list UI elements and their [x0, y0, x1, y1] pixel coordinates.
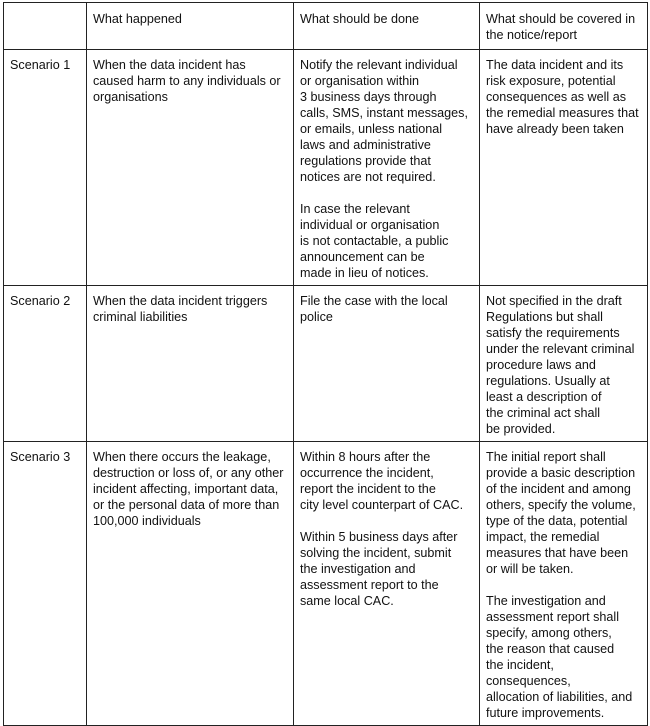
header-what-happened: What happened	[87, 3, 294, 50]
paragraph: The investigation and assessment report shall specify, among others, the reason that caused the incident, consequences, allocation of liabilities, and future improvements.	[486, 594, 633, 720]
header-what-should-be-covered: What should be covered in the notice/report	[480, 3, 648, 50]
what-should-be-done-cell	[294, 50, 480, 286]
what-happened-cell: When the data incident triggers criminal liabilities	[87, 286, 294, 442]
what-should-be-done-cell: File the case with the local police	[294, 286, 480, 442]
what-should-be-covered-cell	[480, 442, 648, 726]
paragraph: In case the relevant individual or organisation is not contactable, a public announcement can be made in lieu of notices.	[300, 202, 449, 280]
header-cell-empty	[4, 3, 87, 50]
header-what-should-be-done: What should be done	[294, 3, 480, 50]
what-should-be-done-cell	[294, 442, 480, 726]
scenario-label: Scenario 2	[4, 286, 87, 442]
paragraph: Within 5 business days after solving the incident, submit the investigation and assessment report to the same local CAC.	[300, 530, 458, 608]
paragraph: Notify the relevant individual or organisation within 3 business days through calls, SMS, instant messages, or emails, unless national laws and administrative regulations provide that notices are not required.	[300, 58, 468, 184]
paragraph: The initial report shall provide a basic description of the incident and among others, specify the volume, type of the data, potential impact, the remedial measures that have been or will be taken.	[486, 450, 636, 576]
scenario-table	[3, 2, 648, 726]
scenario-label: Scenario 3	[4, 442, 87, 726]
paragraph: Within 8 hours after the occurrence the incident, report the incident to the city level counterpart of CAC.	[300, 450, 464, 512]
what-happened-cell: When there occurs the leakage, destruction or loss of, or any other incident affecting, important data, or the personal data of more than 100,000 individuals	[87, 442, 294, 726]
what-should-be-covered-cell: Not specified in the draft Regulations but shall satisfy the requirements under the relevant criminal procedure laws and regulations. Usually at least a description of the criminal act shall be provided.	[480, 286, 648, 442]
what-happened-cell: When the data incident has caused harm to any individuals or organisations	[87, 50, 294, 286]
what-should-be-covered-cell: The data incident and its risk exposure, potential consequences as well as the remedial measures that have already been taken	[480, 50, 648, 286]
header-row	[4, 3, 648, 50]
scenario-label: Scenario 1	[4, 50, 87, 286]
table-row-scenario-3	[4, 442, 648, 726]
table-row-scenario-2	[4, 286, 648, 442]
table-row-scenario-1	[4, 50, 648, 286]
